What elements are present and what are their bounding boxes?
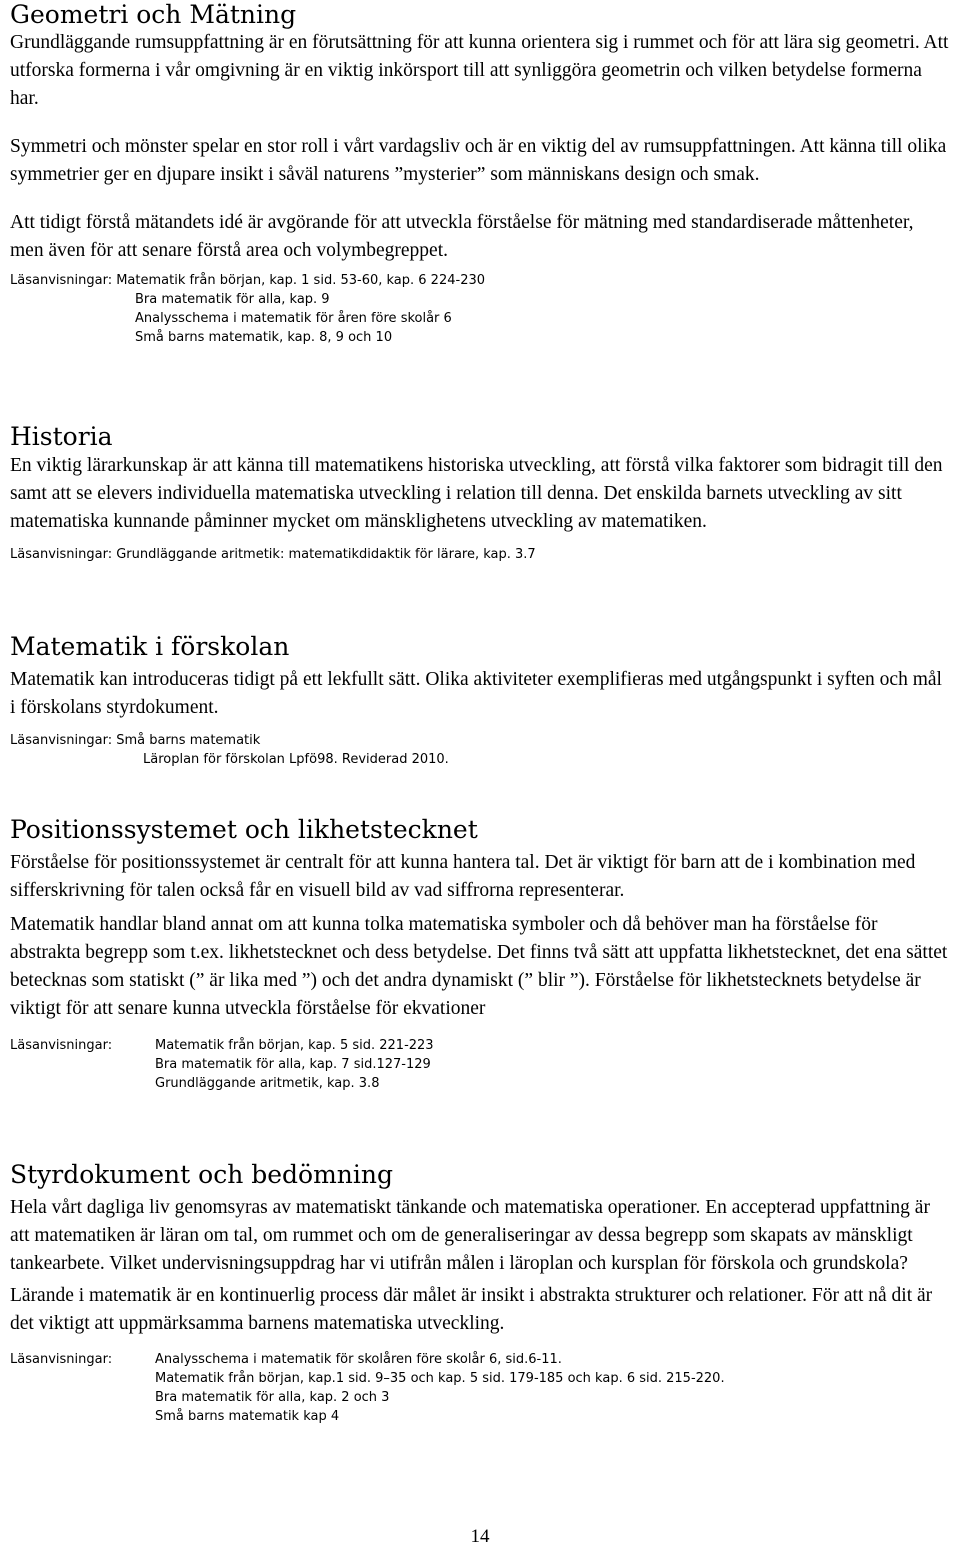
reading-item: Analysschema i matematik för åren före skolår 6 xyxy=(135,311,452,326)
paragraph: Matematik kan introduceras tidigt på ett lekfullt sätt. Olika aktiviteter exemplifieras med utgångspunkt i syften och mål i förskolans styrdokument. xyxy=(10,669,942,718)
reading-label: Läsanvisningar: xyxy=(10,273,117,288)
reading-item: Grundläggande aritmetik, kap. 3.8 xyxy=(155,1076,380,1091)
reading-list xyxy=(10,271,950,290)
reading-item: Bra matematik för alla, kap. 7 sid.127-129 xyxy=(155,1057,431,1072)
section-heading: Positionssystemet och likhetstecknet xyxy=(10,815,478,844)
reading-label: Läsanvisningar: xyxy=(10,1038,113,1053)
section-heading: Matematik i förskolan xyxy=(10,632,290,661)
reading-list xyxy=(10,731,950,750)
reading-label: Läsanvisningar: xyxy=(10,547,117,562)
reading-list xyxy=(10,545,950,564)
reading-item: Matematik från början, kap.1 sid. 9–35 och kap. 5 sid. 179-185 och kap. 6 sid. 215-220. xyxy=(155,1371,725,1386)
paragraph: Symmetri och mönster spelar en stor roll i vårt vardagsliv och är en viktig del av rumsuppfattningen. Att känna till olika symmetrier ger en djupare insikt i såväl naturens ”mysterier” som människans design och smak. xyxy=(10,136,947,185)
section-heading: Geometri och Mätning xyxy=(10,0,297,29)
paragraph: Lärande i matematik är en kontinuerlig process där målet är insikt i abstrakta strukturer och relationer. För att nå dit är det viktigt att uppmärksamma barnens matematiska utveckling. xyxy=(10,1285,933,1334)
reading-item: Matematik från början, kap. 1 sid. 53-60, kap. 6 224-230 xyxy=(116,273,486,288)
paragraph: Förståelse för positionssystemet är centralt för att kunna hantera tal. Det är viktigt för barn att de i kombination med sifferskrivning för talen också får en visuell bild av vad siffrorna representerar. xyxy=(10,852,916,901)
paragraph: Att tidigt förstå mätandets idé är avgörande för att utveckla förståelse för mätning med standardiserade måttenheter, men även för att senare förstå area och volymbegreppet. xyxy=(10,212,914,261)
reading-list xyxy=(10,1350,950,1426)
section-heading: Historia xyxy=(10,422,113,451)
reading-item: Små barns matematik kap 4 xyxy=(155,1409,340,1424)
page-number: 14 xyxy=(470,1526,490,1547)
paragraph: Grundläggande rumsuppfattning är en förutsättning för att kunna orientera sig i rummet och för att lära sig geometri. Att utforska formerna i vår omgivning är en viktig inkörsport till att synliggöra geometrin och vilken betydelse formerna har. xyxy=(10,32,949,109)
reading-item: Analysschema i matematik för skolåren före skolår 6, sid.6-11. xyxy=(155,1352,562,1367)
reading-item: Bra matematik för alla, kap. 2 och 3 xyxy=(155,1390,390,1405)
reading-item: Bra matematik för alla, kap. 9 xyxy=(135,292,330,307)
section-forskolan xyxy=(10,632,950,769)
section-positionssystemet xyxy=(10,815,950,1093)
reading-label: Läsanvisningar: xyxy=(10,733,117,748)
paragraph: Matematik handlar bland annat om att kunna tolka matematiska symboler och då behöver man ha förståelse för abstrakta begrepp som t.ex. likhetstecknet och dess betydelse. Det finns två sätt att uppfatta likhetstecknet, det ena sättet betecknas som statiskt (” är lika med ”) och det andra dynamiskt (” blir ”). Förståelse för likhetstecknets betydelse är viktigt för att senare kunna utveckla förståelse för ekvationer xyxy=(10,914,948,1019)
section-geometri xyxy=(10,0,950,347)
reading-label: Läsanvisningar: xyxy=(10,1352,113,1367)
reading-item: Läroplan för förskolan Lpfö98. Reviderad 2010. xyxy=(143,752,449,767)
reading-item: Grundläggande aritmetik: matematikdidaktik för lärare, kap. 3.7 xyxy=(116,547,536,562)
reading-item: Små barns matematik, kap. 8, 9 och 10 xyxy=(135,330,393,345)
reading-list xyxy=(10,1036,950,1093)
section-historia xyxy=(10,422,950,564)
paragraph: En viktig lärarkunskap är att känna till matematikens historiska utveckling, att förstå vilka faktorer som bidragit till den samt att se elevers individuella matematiska utveckling i relation till denna. Det enskilda barnets utveckling av sitt matematiska kunnande påminner mycket om mänsklighetens utveckling av matematiken. xyxy=(10,455,943,532)
reading-item: Små barns matematik xyxy=(116,733,261,748)
paragraph: Hela vårt dagliga liv genomsyras av matematiskt tänkande och matematiska operationer. En accepterad uppfattning är att matematiken är läran om tal, om rummet och om de generaliseringar av dessa begrepp som skapats av mänskligt tankearbete. Vilket undervisningsuppdrag har vi utifrån målen i läroplan och kursplan för förskola och grundskola? xyxy=(10,1197,930,1274)
section-heading: Styrdokument och bedömning xyxy=(10,1160,394,1189)
reading-item: Matematik från början, kap. 5 sid. 221-223 xyxy=(155,1038,434,1053)
section-styrdokument xyxy=(10,1160,950,1426)
